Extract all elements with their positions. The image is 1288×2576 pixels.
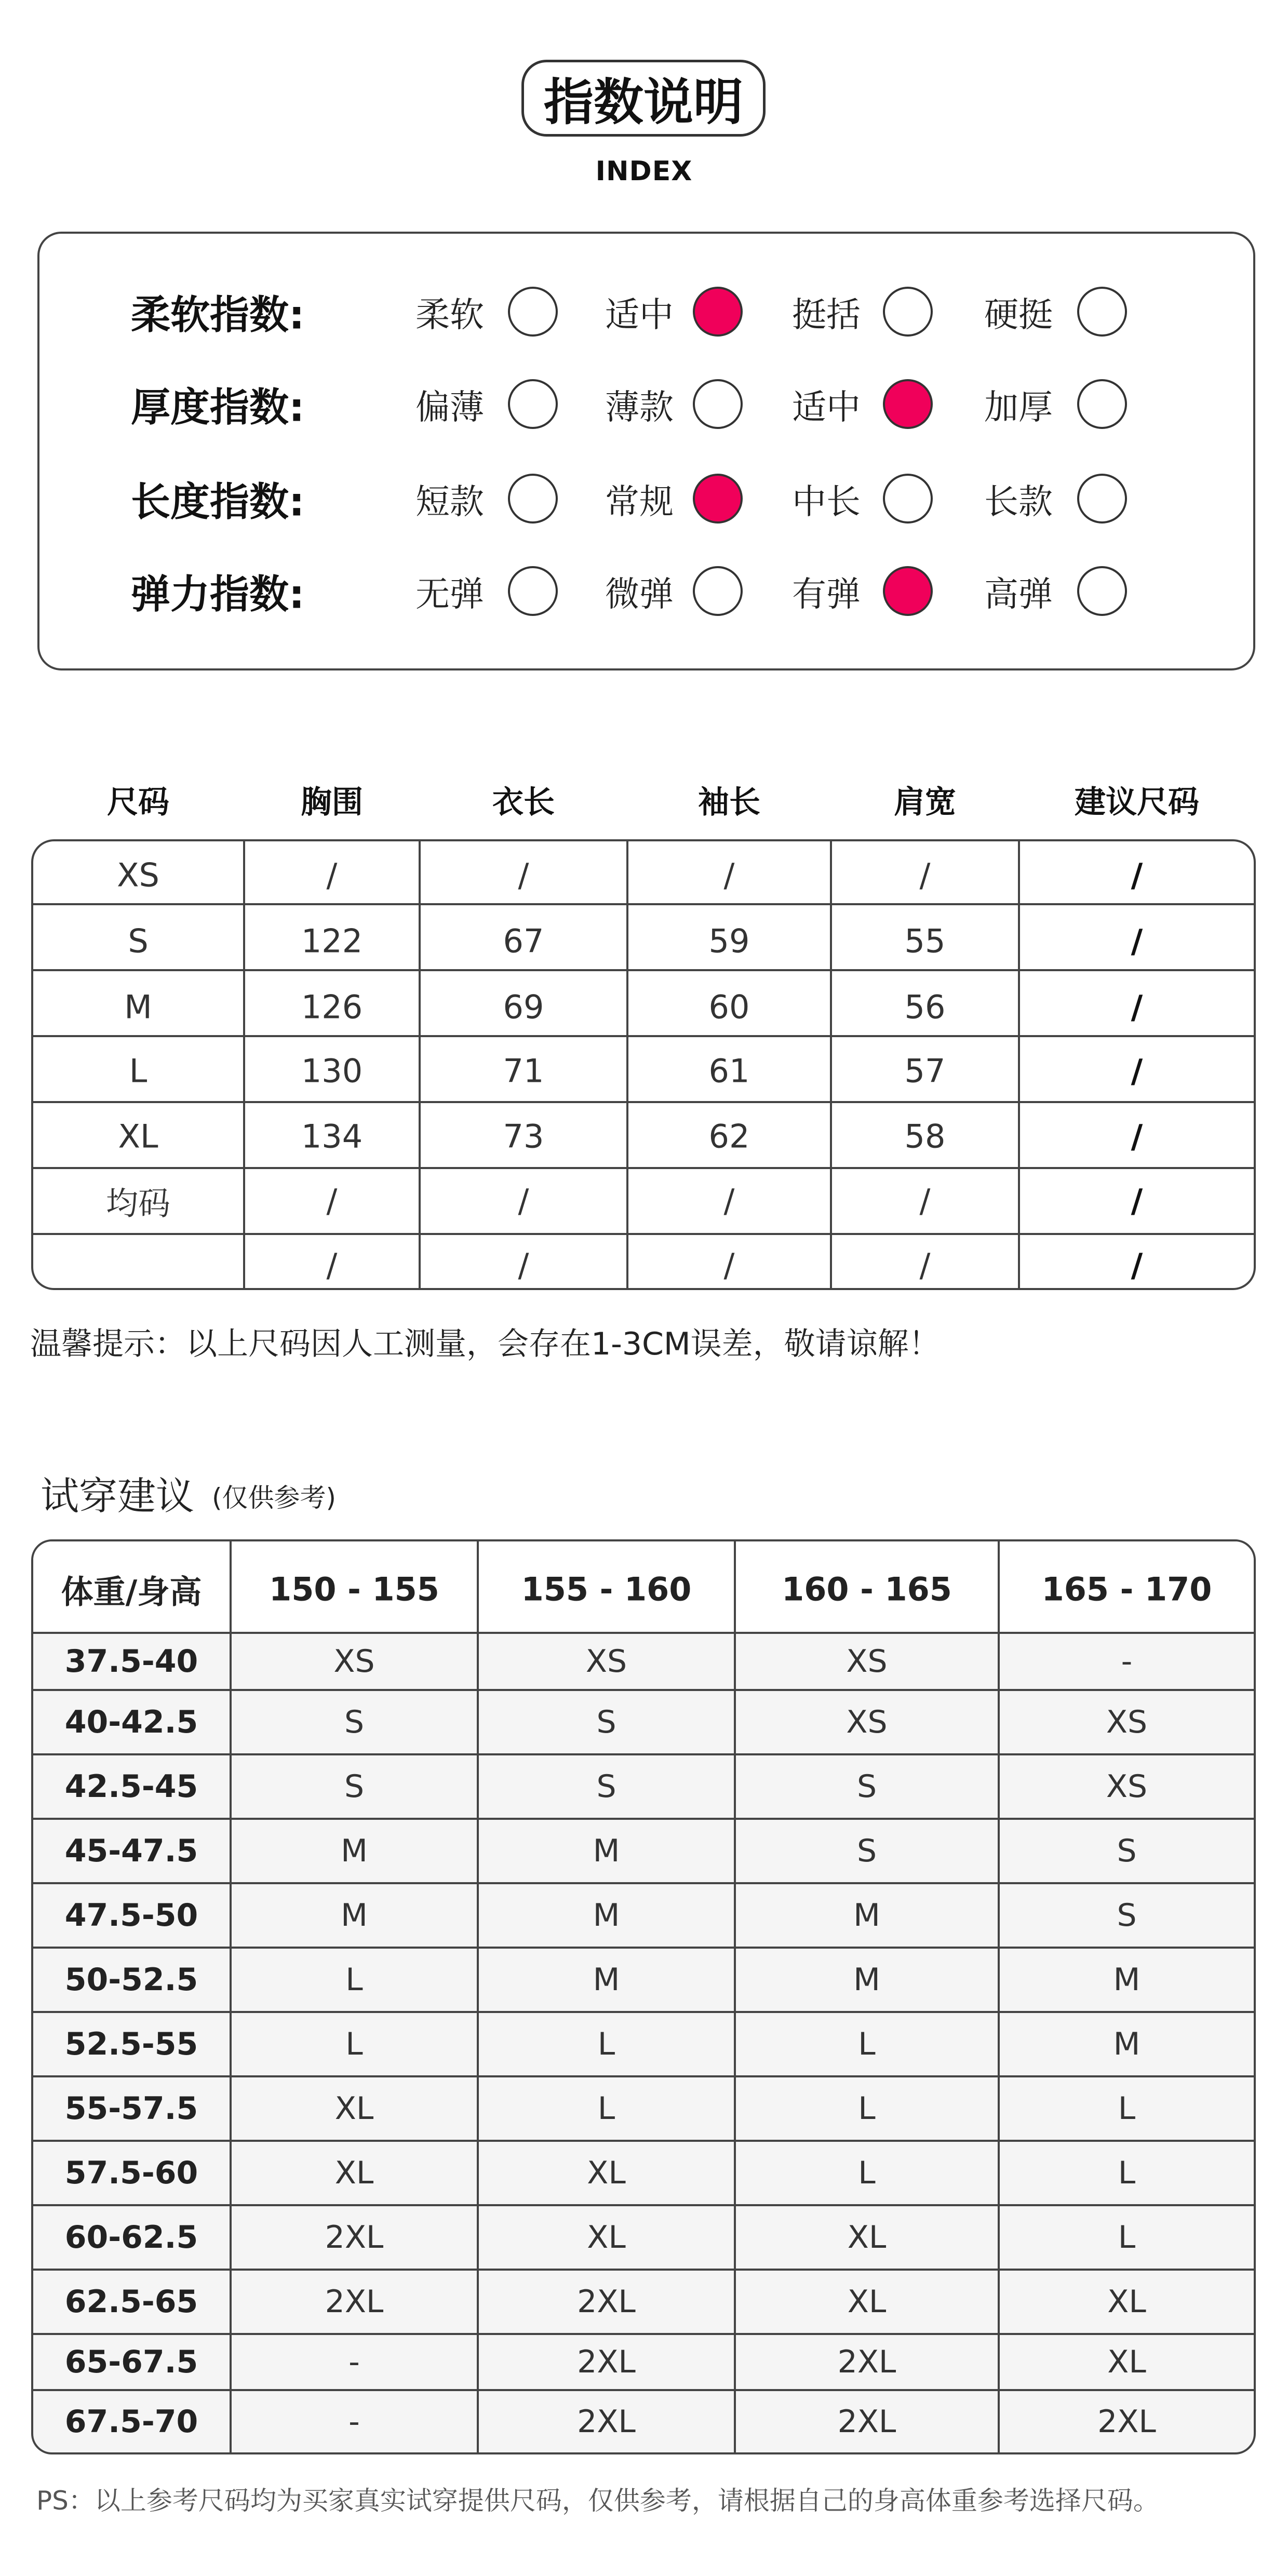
fit-table-cell: M bbox=[593, 1897, 620, 1934]
fit-table-cell: 2XL bbox=[577, 2404, 636, 2440]
fit-table-cell: L bbox=[345, 2026, 363, 2062]
index-label: 弹力指数: bbox=[131, 571, 305, 618]
index-option-label: 微弹 bbox=[605, 574, 674, 614]
fit-table-row-divider bbox=[31, 2389, 1256, 2391]
index-option-radio bbox=[1077, 287, 1127, 337]
size-table-row-divider bbox=[31, 969, 1256, 971]
fit-table-cell: 45-47.5 bbox=[64, 1833, 198, 1869]
index-label: 长度指数: bbox=[131, 478, 305, 525]
index-option-radio bbox=[508, 566, 558, 616]
fit-table-cell: M bbox=[341, 1897, 368, 1934]
size-table-cell: / bbox=[326, 1182, 338, 1220]
size-table-row-divider bbox=[31, 1101, 1256, 1103]
fit-table-cell: S bbox=[344, 1768, 365, 1805]
fit-table-cell: 2XL bbox=[837, 2404, 896, 2440]
size-table-cell: 58 bbox=[904, 1117, 946, 1156]
index-option-radio bbox=[693, 287, 743, 337]
size-table-cell: / bbox=[1131, 1246, 1143, 1284]
size-table-cell: 55 bbox=[904, 922, 946, 960]
fit-table-cell: 42.5-45 bbox=[64, 1768, 198, 1805]
fit-table-cell: XL bbox=[1107, 2284, 1146, 2320]
fit-table-cell: 57.5-60 bbox=[64, 2155, 198, 2191]
fit-table-cell: XL bbox=[334, 2090, 374, 2127]
size-table-cell: M bbox=[124, 988, 152, 1026]
fit-table-row-divider bbox=[31, 1753, 1256, 1755]
index-option-radio bbox=[508, 474, 558, 524]
size-table-cell: / bbox=[1131, 1182, 1143, 1220]
size-table-cell: / bbox=[723, 856, 735, 894]
size-table-cell: / bbox=[1131, 988, 1143, 1026]
fit-table-cell: M bbox=[1113, 1962, 1141, 1998]
index-option-label: 偏薄 bbox=[415, 387, 484, 427]
index-option-radio bbox=[1077, 474, 1127, 524]
fit-table-cell: XL bbox=[847, 2284, 887, 2320]
size-table-cell: 73 bbox=[503, 1117, 544, 1156]
fit-table-cell: M bbox=[593, 1962, 620, 1998]
size-table-column-header: 胸围 bbox=[301, 784, 363, 821]
fit-table-cell: 65-67.5 bbox=[64, 2344, 198, 2380]
fit-table-row-divider bbox=[31, 1818, 1256, 1820]
size-table-cell: / bbox=[1131, 856, 1143, 894]
size-table-cell: / bbox=[723, 1246, 735, 1284]
index-option-label: 高弹 bbox=[984, 574, 1053, 614]
index-label: 厚度指数: bbox=[131, 384, 305, 431]
fit-table-cell: XL bbox=[587, 2219, 626, 2256]
fit-table-cell: XS bbox=[846, 1704, 888, 1740]
fit-table-row-divider bbox=[31, 1689, 1256, 1691]
size-table-row-divider bbox=[31, 1035, 1256, 1037]
size-table-cell: / bbox=[518, 1182, 529, 1220]
page-title: 指数说明 bbox=[521, 60, 766, 137]
index-option-label: 有弹 bbox=[792, 574, 861, 614]
size-table-cell: 59 bbox=[708, 922, 750, 960]
fit-table-column-header: 体重/身高 bbox=[61, 1573, 202, 1611]
size-table-cell: / bbox=[326, 1246, 338, 1284]
fit-table-column-header: 160 - 165 bbox=[782, 1570, 952, 1608]
index-option-radio bbox=[883, 287, 933, 337]
index-option-label: 挺括 bbox=[792, 294, 861, 335]
index-option-radio bbox=[693, 379, 743, 429]
fit-table-cell: S bbox=[1117, 1897, 1137, 1934]
index-option-label: 硬挺 bbox=[984, 294, 1053, 335]
fit-table-cell: - bbox=[1121, 1643, 1133, 1680]
index-option-radio bbox=[508, 379, 558, 429]
ps-note: PS：以上参考尺码均为买家真实试穿提供尺码，仅供参考，请根据自己的身高体重参考选择尺码。 bbox=[36, 2486, 1159, 2516]
fit-table-row-divider bbox=[31, 2140, 1256, 2142]
size-table-cell: 134 bbox=[301, 1117, 363, 1156]
fit-table-cell: XL bbox=[847, 2219, 887, 2256]
size-table-row-divider bbox=[31, 903, 1256, 905]
fit-table-column-header: 165 - 170 bbox=[1041, 1570, 1212, 1608]
size-table-cell: / bbox=[518, 1246, 529, 1284]
fit-table-cell: XL bbox=[1107, 2344, 1146, 2380]
index-option-label: 薄款 bbox=[605, 387, 674, 427]
fit-table-cell: S bbox=[344, 1704, 365, 1740]
size-table-column-header: 袖长 bbox=[698, 784, 760, 821]
fit-table-cell: 55-57.5 bbox=[64, 2090, 198, 2127]
fit-table-cell: L bbox=[345, 1962, 363, 1998]
size-table-cell: 60 bbox=[708, 988, 750, 1026]
size-table-cell: / bbox=[919, 856, 931, 894]
size-table-column-header: 衣长 bbox=[492, 784, 555, 821]
fit-table-cell: 62.5-65 bbox=[64, 2284, 198, 2320]
index-option-radio bbox=[883, 566, 933, 616]
fit-table-title: 试穿建议 bbox=[41, 1474, 194, 1519]
fit-table-column-header: 150 - 155 bbox=[269, 1570, 439, 1608]
index-option-label: 长款 bbox=[984, 481, 1053, 522]
fit-table-cell: L bbox=[597, 2090, 615, 2127]
fit-table-row-divider bbox=[31, 2011, 1256, 2013]
fit-table-cell: S bbox=[596, 1768, 616, 1805]
size-table-cell: XL bbox=[118, 1117, 158, 1156]
fit-table-cell: 60-62.5 bbox=[64, 2219, 198, 2256]
size-table-cell: 130 bbox=[301, 1052, 363, 1090]
fit-table-cell: L bbox=[858, 2026, 876, 2062]
index-option-label: 常规 bbox=[605, 481, 674, 522]
fit-table-cell: XL bbox=[334, 2155, 374, 2191]
index-option-radio bbox=[693, 474, 743, 524]
fit-table-cell: M bbox=[853, 1962, 880, 1998]
fit-table-row-divider bbox=[31, 2075, 1256, 2077]
fit-table-cell: XL bbox=[587, 2155, 626, 2191]
size-table-cell: / bbox=[1131, 1117, 1143, 1156]
fit-table-row-divider bbox=[31, 2204, 1256, 2206]
size-table-cell: S bbox=[128, 922, 149, 960]
index-option-radio bbox=[1077, 566, 1127, 616]
fit-table-cell: 37.5-40 bbox=[64, 1643, 198, 1680]
size-table-cell: / bbox=[919, 1182, 931, 1220]
fit-table-cell: XS bbox=[1106, 1704, 1148, 1740]
fit-table-cell: L bbox=[1118, 2090, 1136, 2127]
index-option-label: 中长 bbox=[792, 481, 861, 522]
fit-table-cell: 2XL bbox=[837, 2344, 896, 2380]
size-table-column-header: 尺码 bbox=[107, 784, 169, 821]
index-option-radio bbox=[693, 566, 743, 616]
fit-table-cell: 50-52.5 bbox=[64, 1962, 198, 1998]
fit-table-cell: S bbox=[1117, 1833, 1137, 1869]
page-subtitle: INDEX bbox=[595, 156, 693, 187]
fit-table-cell: XS bbox=[333, 1643, 375, 1680]
fit-table-cell: 2XL bbox=[325, 2219, 384, 2256]
fit-table-cell: 2XL bbox=[577, 2344, 636, 2380]
size-table-cell: 62 bbox=[708, 1117, 750, 1156]
fit-table-cell: S bbox=[596, 1704, 616, 1740]
index-option-radio bbox=[883, 474, 933, 524]
size-table-cell: 71 bbox=[503, 1052, 544, 1090]
fit-table-cell: M bbox=[593, 1833, 620, 1869]
size-table-cell: 61 bbox=[708, 1052, 750, 1090]
fit-table-cell: S bbox=[856, 1768, 877, 1805]
index-option-label: 适中 bbox=[792, 387, 861, 427]
size-table-cell: / bbox=[1131, 922, 1143, 960]
fit-table-cell: 47.5-50 bbox=[64, 1897, 198, 1934]
fit-table-cell: XS bbox=[1106, 1768, 1148, 1805]
index-option-label: 短款 bbox=[415, 481, 484, 522]
size-note: 温馨提示：以上尺码因人工测量，会存在1-3CM误差，敬请谅解！ bbox=[30, 1326, 940, 1362]
fit-table-cell: L bbox=[858, 2090, 876, 2127]
index-option-label: 加厚 bbox=[984, 387, 1053, 427]
fit-table-cell: XS bbox=[846, 1643, 888, 1680]
fit-table-cell: S bbox=[856, 1833, 877, 1869]
size-table-cell: 56 bbox=[904, 988, 946, 1026]
index-option-radio bbox=[883, 379, 933, 429]
size-table-row-divider bbox=[31, 1233, 1256, 1235]
fit-table-cell: 2XL bbox=[577, 2284, 636, 2320]
fit-table-cell: L bbox=[1118, 2155, 1136, 2191]
size-table-column-header: 肩宽 bbox=[894, 784, 956, 821]
index-option-label: 适中 bbox=[605, 294, 674, 335]
fit-table-cell: 52.5-55 bbox=[64, 2026, 198, 2062]
size-table-cell: / bbox=[326, 856, 338, 894]
size-table-cell: 126 bbox=[301, 988, 363, 1026]
fit-table-cell: M bbox=[853, 1897, 880, 1934]
size-table-cell: 122 bbox=[301, 922, 363, 960]
fit-table-cell: M bbox=[1113, 2026, 1141, 2062]
size-table-cell: / bbox=[518, 856, 529, 894]
size-table-cell: L bbox=[129, 1052, 147, 1090]
index-option-radio bbox=[508, 287, 558, 337]
size-table-cell: 均码 bbox=[105, 1184, 170, 1223]
size-table-cell: 67 bbox=[503, 922, 544, 960]
size-table-cell: / bbox=[723, 1182, 735, 1220]
size-table-row-divider bbox=[31, 1167, 1256, 1169]
fit-table-row-divider bbox=[31, 1632, 1256, 1634]
fit-table-row-divider bbox=[31, 1882, 1256, 1884]
fit-table-cell: 40-42.5 bbox=[64, 1704, 198, 1740]
fit-table-row-divider bbox=[31, 2269, 1256, 2271]
fit-table-cell: 67.5-70 bbox=[64, 2404, 198, 2440]
size-table-cell: 69 bbox=[503, 988, 544, 1026]
index-option-label: 无弹 bbox=[415, 574, 484, 614]
fit-table-cell: L bbox=[858, 2155, 876, 2191]
fit-table-cell: 2XL bbox=[325, 2284, 384, 2320]
fit-table-subtitle: (仅供参考) bbox=[212, 1483, 337, 1513]
fit-table-row-divider bbox=[31, 1947, 1256, 1949]
fit-table-cell: - bbox=[348, 2344, 360, 2380]
fit-table-cell: L bbox=[597, 2026, 615, 2062]
index-option-label: 柔软 bbox=[415, 294, 484, 335]
size-table-cell: / bbox=[1131, 1052, 1143, 1090]
index-label: 柔软指数: bbox=[131, 291, 305, 338]
fit-table-cell: L bbox=[1118, 2219, 1136, 2256]
size-table-column-header: 建议尺码 bbox=[1075, 784, 1199, 821]
fit-table-row-divider bbox=[31, 2333, 1256, 2335]
index-option-radio bbox=[1077, 379, 1127, 429]
fit-table-cell: XS bbox=[585, 1643, 627, 1680]
size-table-cell: / bbox=[919, 1246, 931, 1284]
fit-table-column-header: 155 - 160 bbox=[521, 1570, 692, 1608]
fit-table-cell: M bbox=[341, 1833, 368, 1869]
size-table-cell: XS bbox=[117, 856, 159, 894]
fit-table-cell: 2XL bbox=[1097, 2404, 1156, 2440]
size-table-cell: 57 bbox=[904, 1052, 946, 1090]
fit-table-cell: - bbox=[348, 2404, 360, 2440]
